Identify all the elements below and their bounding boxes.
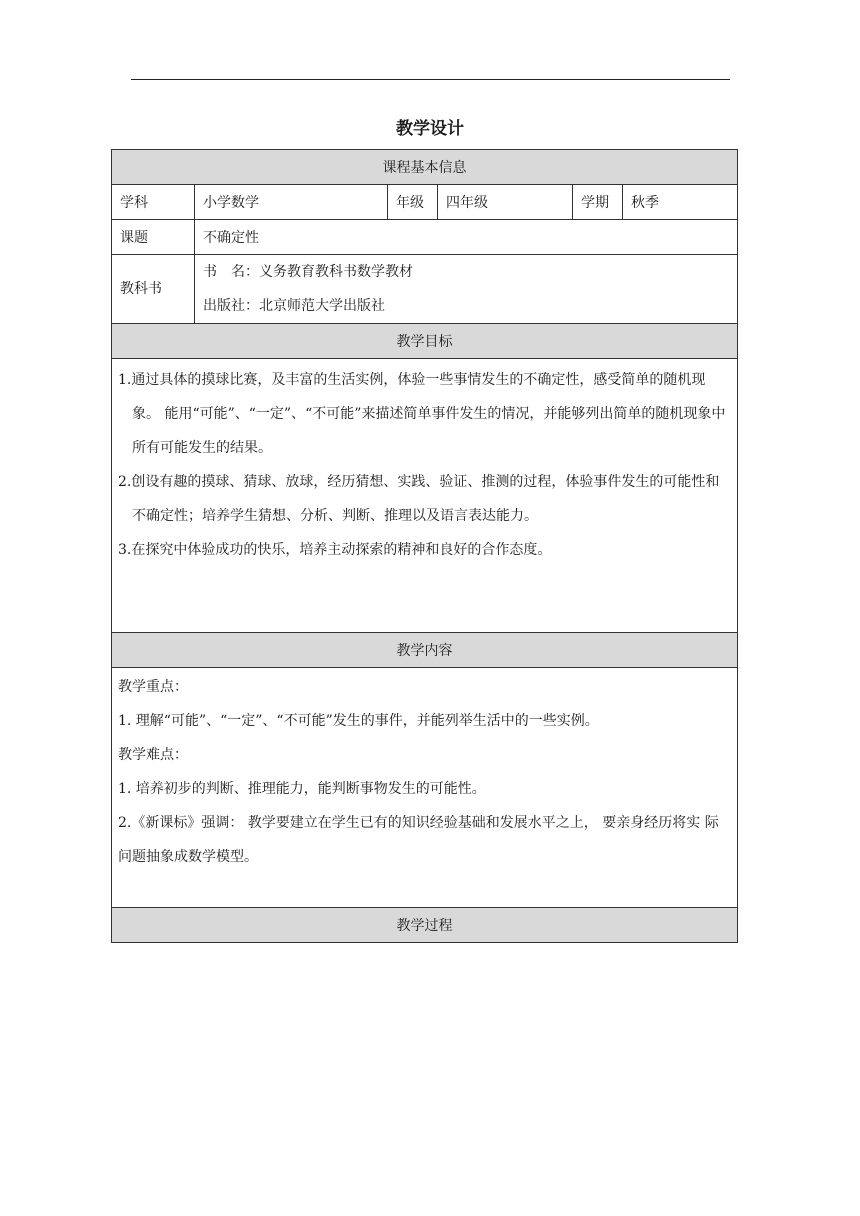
- section-header-objectives: [112, 324, 738, 359]
- term-label: 学期: [573, 185, 623, 220]
- subject-label: 学科: [112, 185, 195, 220]
- section-title: 课程基本信息: [112, 150, 738, 185]
- textbook-publisher: 出版社：北京师范大学出版社: [203, 298, 385, 314]
- difficult-point-item: 1. 培养初步的判断、推理能力，能判断事物发生的可能性。: [118, 781, 486, 797]
- section-title: 教学内容: [112, 633, 738, 668]
- grade-label: 年级: [388, 185, 438, 220]
- term-value: 秋季: [623, 185, 738, 220]
- section-title: 教学目标: [112, 324, 738, 359]
- objective-item: 2.创设有趣的摸球、猜球、放球，经历猜想、实践、验证、推测的过程，体验事件发生的可能性和不确定性；培养学生猜想、分析、判断、推理以及语言表达能力。: [118, 474, 720, 524]
- textbook-name: 书 名：义务教育教科书数学教材: [203, 264, 413, 280]
- textbook-row: [112, 255, 738, 324]
- textbook-info: [195, 255, 738, 324]
- section-header-basic-info: [112, 150, 738, 185]
- grade-value: 四年级: [438, 185, 573, 220]
- difficult-point-item: 2.《新课标》强调： 教学要建立在学生已有的知识经验基础和发展水平之上， 要亲身经历将实 际问题抽象成数学模型。: [118, 815, 719, 865]
- topic-row: [112, 220, 738, 255]
- document-title: 教学设计: [396, 119, 464, 139]
- textbook-label: 教科书: [112, 255, 195, 324]
- content-cell: [112, 668, 738, 908]
- subject-value: 小学数学: [195, 185, 388, 220]
- objective-item: 1.通过具体的摸球比赛，及丰富的生活实例，体验一些事情发生的不确定性，感受简单的随机现象。 能用“可能”、“一定”、“不可能”来描述简单事件发生的情况，并能够列出简单的随机现象中所有可能发生的结果。: [118, 372, 726, 456]
- difficult-points-label: 教学难点：: [118, 747, 188, 763]
- section-title: 教学过程: [112, 908, 738, 943]
- topic-label: 课题: [112, 220, 195, 255]
- topic-value: 不确定性: [195, 220, 738, 255]
- header-rule: [131, 79, 730, 80]
- objectives-cell: [112, 359, 738, 633]
- subject-row: [112, 185, 738, 220]
- section-header-content: [112, 633, 738, 668]
- lesson-plan-table: [111, 149, 738, 943]
- key-points-label: 教学重点：: [118, 679, 188, 695]
- objective-item: 3.在探究中体验成功的快乐，培养主动探索的精神和良好的合作态度。: [118, 542, 552, 558]
- content-row: [112, 668, 738, 908]
- key-point-item: 1. 理解“可能”、“一定”、“不可能”发生的事件，并能列举生活中的一些实例。: [118, 713, 599, 729]
- section-header-process: [112, 908, 738, 943]
- objectives-row: [112, 359, 738, 633]
